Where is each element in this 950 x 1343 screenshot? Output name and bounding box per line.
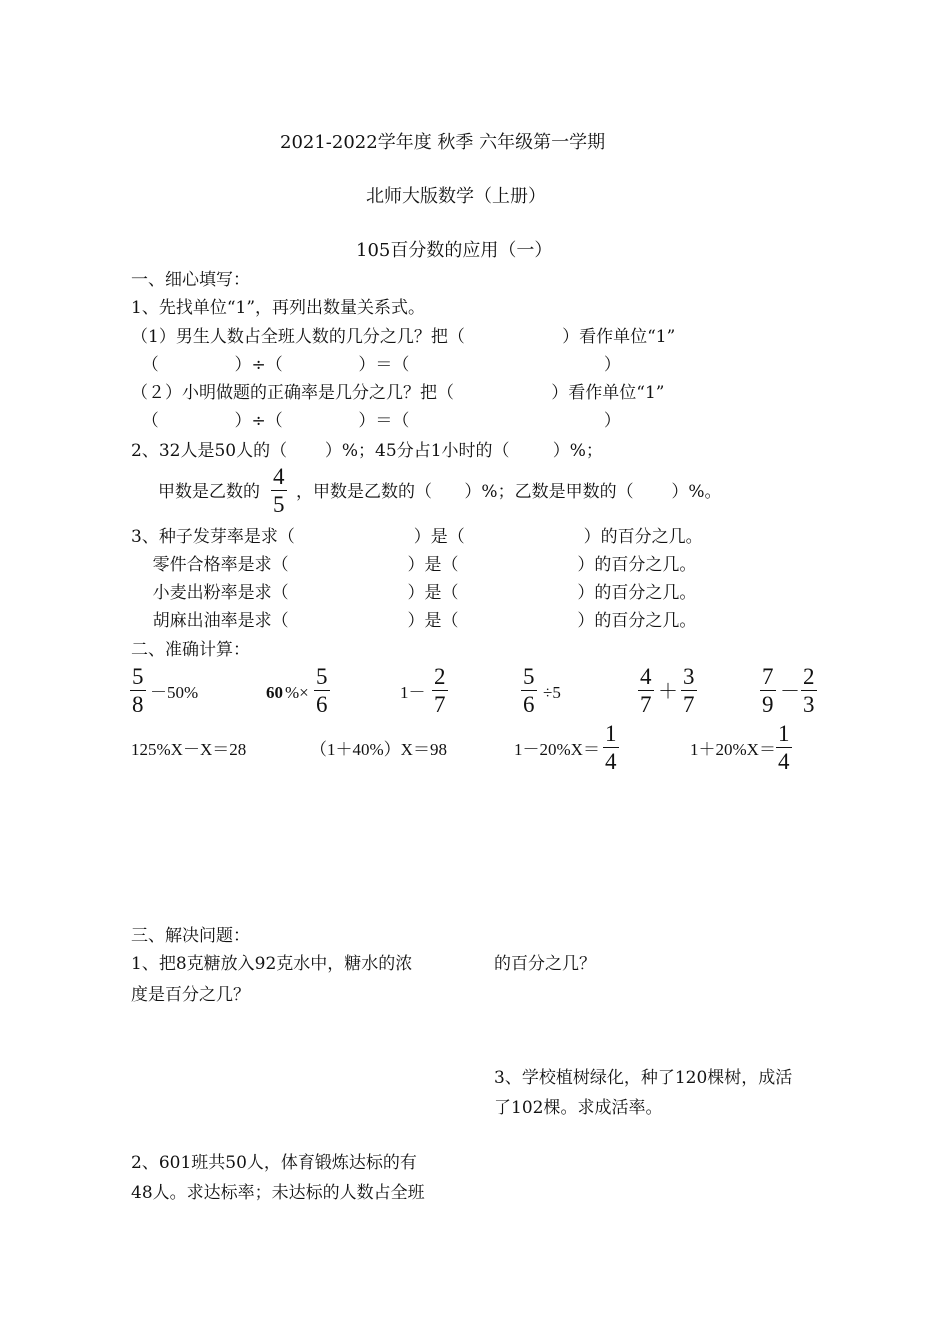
- q2-line2-post: ，甲数是乙数的（ ）%；乙数是甲数的（ ）%。: [296, 482, 722, 502]
- equation-1: 125%X－X＝28: [131, 740, 247, 759]
- calc-2-pre2: %×: [285, 683, 309, 702]
- calc-3-fraction: [432, 665, 448, 716]
- equation-4-fraction: [776, 722, 792, 773]
- calc-1-fraction: [130, 665, 146, 716]
- q1-sub1-line2: （ ）÷（ ）＝（ ）: [131, 355, 621, 375]
- equation-3-pre: 1－20%X＝: [514, 740, 600, 759]
- problem-3-line1: 3、学校植树绿化，种了120棵树，成活: [494, 1068, 793, 1088]
- fraction-bar: [776, 747, 792, 748]
- calc-1-tail: －50%: [150, 683, 199, 702]
- calc-5-fraction-2: [681, 665, 697, 716]
- calc-6-fraction-1: [760, 665, 776, 716]
- calc-3-pre: 1－: [400, 683, 426, 702]
- numerator: 4: [640, 664, 652, 689]
- calc-4-fraction: [521, 665, 537, 716]
- calc-5-op: ＋: [658, 681, 678, 703]
- calc-4-tail: ÷5: [543, 683, 561, 702]
- q1-sub1-line1: （1）男生人数占全班人数的几分之几？把（ ）看作单位“1”: [131, 327, 676, 347]
- denominator: 6: [523, 692, 535, 718]
- numerator: 2: [803, 664, 815, 689]
- q1-sub2-line1: （２）小明做题的正确率是几分之几？把（ ）看作单位“1”: [131, 383, 665, 403]
- denominator: 7: [683, 692, 695, 718]
- q2-line1: 2、32人是50人的（ ）%；45分占1小时的（ ）%；: [131, 441, 603, 461]
- denominator: 3: [803, 692, 815, 718]
- q2-fraction-den: 5: [273, 492, 285, 518]
- denominator: 4: [778, 749, 790, 775]
- fraction-bar: [432, 690, 448, 691]
- fraction-bar: [760, 690, 776, 691]
- section-2-heading: 二、准确计算：: [131, 640, 250, 660]
- fraction-bar: [130, 690, 146, 691]
- header-line-2: 北师大版数学（上册）: [366, 186, 546, 207]
- q3-row: 小麦出粉率是求（ ）是（ ）的百分之几。: [131, 583, 697, 603]
- numerator: 5: [132, 664, 144, 689]
- problem-2-line1: 2、601班共50人，体育锻炼达标的有: [131, 1153, 417, 1173]
- problem-2-line2: 48人。求达标率；未达标的人数占全班: [131, 1183, 425, 1203]
- equation-2: （1＋40%）X＝98: [310, 740, 447, 759]
- problem-3-line2: 了102棵。求成活率。: [494, 1098, 663, 1118]
- equation-4-pre: 1＋20%X＝: [690, 740, 776, 759]
- problem-1-line1: 1、把8克糖放入92克水中，糖水的浓: [131, 954, 413, 974]
- denominator: 4: [605, 749, 617, 775]
- numerator: 5: [316, 664, 328, 689]
- equation-3-fraction: [603, 722, 619, 773]
- section-3-heading: 三、解决问题：: [131, 926, 250, 946]
- denominator: 8: [132, 692, 144, 718]
- fraction-bar: [801, 690, 817, 691]
- fraction-bar: [681, 690, 697, 691]
- numerator: 2: [434, 664, 446, 689]
- denominator: 7: [434, 692, 446, 718]
- q2-line2-pre: 甲数是乙数的: [158, 482, 260, 502]
- q1-sub2-line2: （ ）÷（ ）＝（ ）: [131, 411, 621, 431]
- q2-fraction-num: 4: [273, 464, 285, 489]
- q2-fraction: [271, 465, 287, 516]
- denominator: 6: [316, 692, 328, 718]
- q3-row: 3、种子发芽率是求（ ）是（ ）的百分之几。: [131, 527, 703, 547]
- calc-2-fraction: [314, 665, 330, 716]
- header-line-1: 2021-2022学年度 秋季 六年级第一学期: [280, 132, 606, 153]
- problem-1-line2: 度是百分之几？: [131, 985, 250, 1005]
- q1-intro: 1、先找单位“1”，再列出数量关系式。: [131, 298, 426, 318]
- numerator: 3: [683, 664, 695, 689]
- denominator: 9: [762, 692, 774, 718]
- fraction-bar: [521, 690, 537, 691]
- fraction-bar: [603, 747, 619, 748]
- calc-2-pre: 60: [266, 683, 283, 702]
- calc-6-op: －: [780, 681, 800, 703]
- numerator: 5: [523, 664, 535, 689]
- q3-row: 零件合格率是求（ ）是（ ）的百分之几。: [131, 555, 697, 575]
- fraction-bar: [314, 690, 330, 691]
- q3-row: 胡麻出油率是求（ ）是（ ）的百分之几。: [131, 611, 697, 631]
- worksheet-title: 105百分数的应用（一）: [356, 240, 553, 261]
- calc-6-fraction-2: [801, 665, 817, 716]
- numerator: 1: [605, 721, 617, 746]
- numerator: 7: [762, 664, 774, 689]
- section-1-heading: 一、细心填写：: [131, 270, 250, 290]
- fraction-bar: [271, 490, 287, 491]
- numerator: 1: [778, 721, 790, 746]
- denominator: 7: [640, 692, 652, 718]
- calc-5-fraction-1: [638, 665, 654, 716]
- problem-2-continuation: 的百分之几？: [494, 954, 596, 974]
- fraction-bar: [638, 690, 654, 691]
